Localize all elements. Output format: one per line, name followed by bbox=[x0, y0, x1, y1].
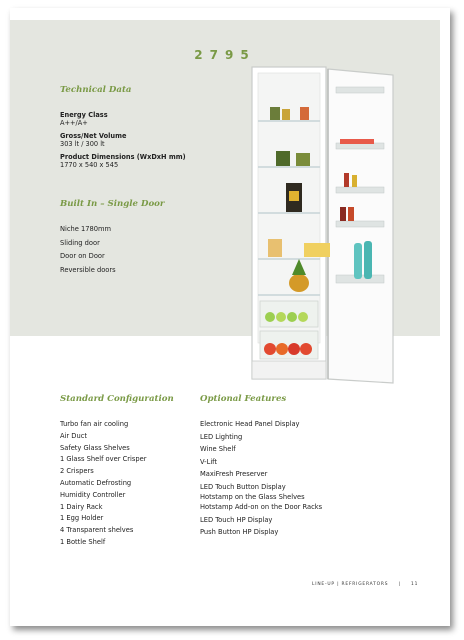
pineapple bbox=[289, 274, 309, 292]
builtin-heading: Built In – Single Door bbox=[60, 199, 165, 209]
apple bbox=[276, 312, 286, 322]
list-item: Wine Shelf bbox=[200, 445, 236, 454]
list-item: 1 Glass Shelf over Crisper bbox=[60, 455, 147, 464]
jar-small bbox=[340, 207, 346, 221]
list-item: Humidity Controller bbox=[60, 490, 126, 499]
pepper bbox=[300, 343, 312, 355]
list-item: Sliding door bbox=[60, 238, 100, 247]
list-item: LED Lighting bbox=[200, 432, 243, 441]
box bbox=[296, 153, 310, 166]
builtin-list bbox=[60, 225, 116, 279]
list-item: Push Button HP Display bbox=[200, 528, 279, 537]
list-item: 4 Transparent shelves bbox=[60, 526, 134, 535]
brochure-page bbox=[10, 8, 450, 626]
door-rack bbox=[336, 221, 384, 227]
jar-small bbox=[348, 207, 354, 221]
tomato bbox=[288, 343, 300, 355]
box bbox=[276, 151, 290, 166]
list-item: 1 Bottle Shelf bbox=[60, 537, 106, 546]
jar-label bbox=[289, 191, 299, 201]
list-item: Air Duct bbox=[60, 431, 87, 440]
bottle-small bbox=[344, 173, 349, 187]
refrigerator-image bbox=[248, 63, 398, 388]
list-item: Reversible doors bbox=[60, 265, 116, 274]
list-item: Hotstamp Add-on on the Door Racks bbox=[200, 502, 323, 511]
list-item: Door on Door bbox=[60, 252, 105, 260]
energy-value: A++/A+ bbox=[60, 119, 88, 128]
list-item: 1 Egg Holder bbox=[60, 514, 104, 523]
model-number: 2795 bbox=[194, 48, 256, 62]
tomato bbox=[264, 343, 276, 355]
water-bottle bbox=[354, 243, 362, 279]
optional-list bbox=[200, 420, 322, 541]
dims-value: 1770 x 540 x 545 bbox=[60, 161, 119, 170]
pepper bbox=[276, 343, 288, 355]
technical-specs bbox=[60, 111, 186, 169]
list-item: 1 Dairy Rack bbox=[60, 502, 103, 511]
water-bottle bbox=[364, 241, 372, 279]
list-item: Niche 1780mm bbox=[60, 225, 112, 233]
page-footer bbox=[312, 582, 418, 587]
technical-heading: Technical Data bbox=[60, 85, 132, 95]
butter bbox=[268, 239, 282, 257]
apple bbox=[287, 312, 297, 322]
list-item: MaxiFresh Preserver bbox=[200, 470, 268, 479]
cabinet-base bbox=[252, 361, 326, 379]
gross-label: Gross/Net Volume bbox=[60, 131, 127, 140]
dims-label: Product Dimensions (WxDxH mm) bbox=[60, 152, 186, 161]
jar bbox=[300, 107, 309, 120]
list-item: V-Lift bbox=[200, 457, 218, 466]
door-rack bbox=[336, 187, 384, 193]
list-item: Electronic Head Panel Display bbox=[200, 420, 300, 428]
gross-value: 303 lt / 300 lt bbox=[60, 140, 105, 149]
list-item: LED Touch Button Display bbox=[200, 482, 286, 491]
list-item: 2 Crispers bbox=[60, 467, 94, 476]
list-item: Hotstamp on the Glass Shelves bbox=[200, 492, 305, 501]
standard-heading: Standard Configuration bbox=[60, 394, 174, 404]
bottle-small bbox=[352, 175, 357, 187]
apple bbox=[265, 312, 275, 322]
list-item: Turbo fan air cooling bbox=[60, 420, 129, 428]
energy-label: Energy Class bbox=[60, 111, 108, 119]
page-number: 11 bbox=[411, 582, 419, 587]
list-item: Safety Glass Shelves bbox=[60, 443, 130, 452]
butter bbox=[304, 243, 330, 257]
list-item: Automatic Defrosting bbox=[60, 478, 132, 487]
apple bbox=[298, 312, 308, 322]
egg-rack bbox=[340, 139, 374, 144]
door-rack bbox=[336, 87, 384, 93]
list-item: LED Touch HP Display bbox=[200, 515, 273, 524]
footer-separator: | bbox=[398, 582, 401, 587]
footer-section: LINE-UP bbox=[312, 582, 335, 587]
optional-heading: Optional Features bbox=[200, 394, 287, 404]
footer-category: | REFRIGERATORS bbox=[337, 582, 389, 587]
jar bbox=[282, 109, 290, 120]
jar bbox=[270, 107, 280, 120]
standard-list bbox=[60, 420, 146, 550]
